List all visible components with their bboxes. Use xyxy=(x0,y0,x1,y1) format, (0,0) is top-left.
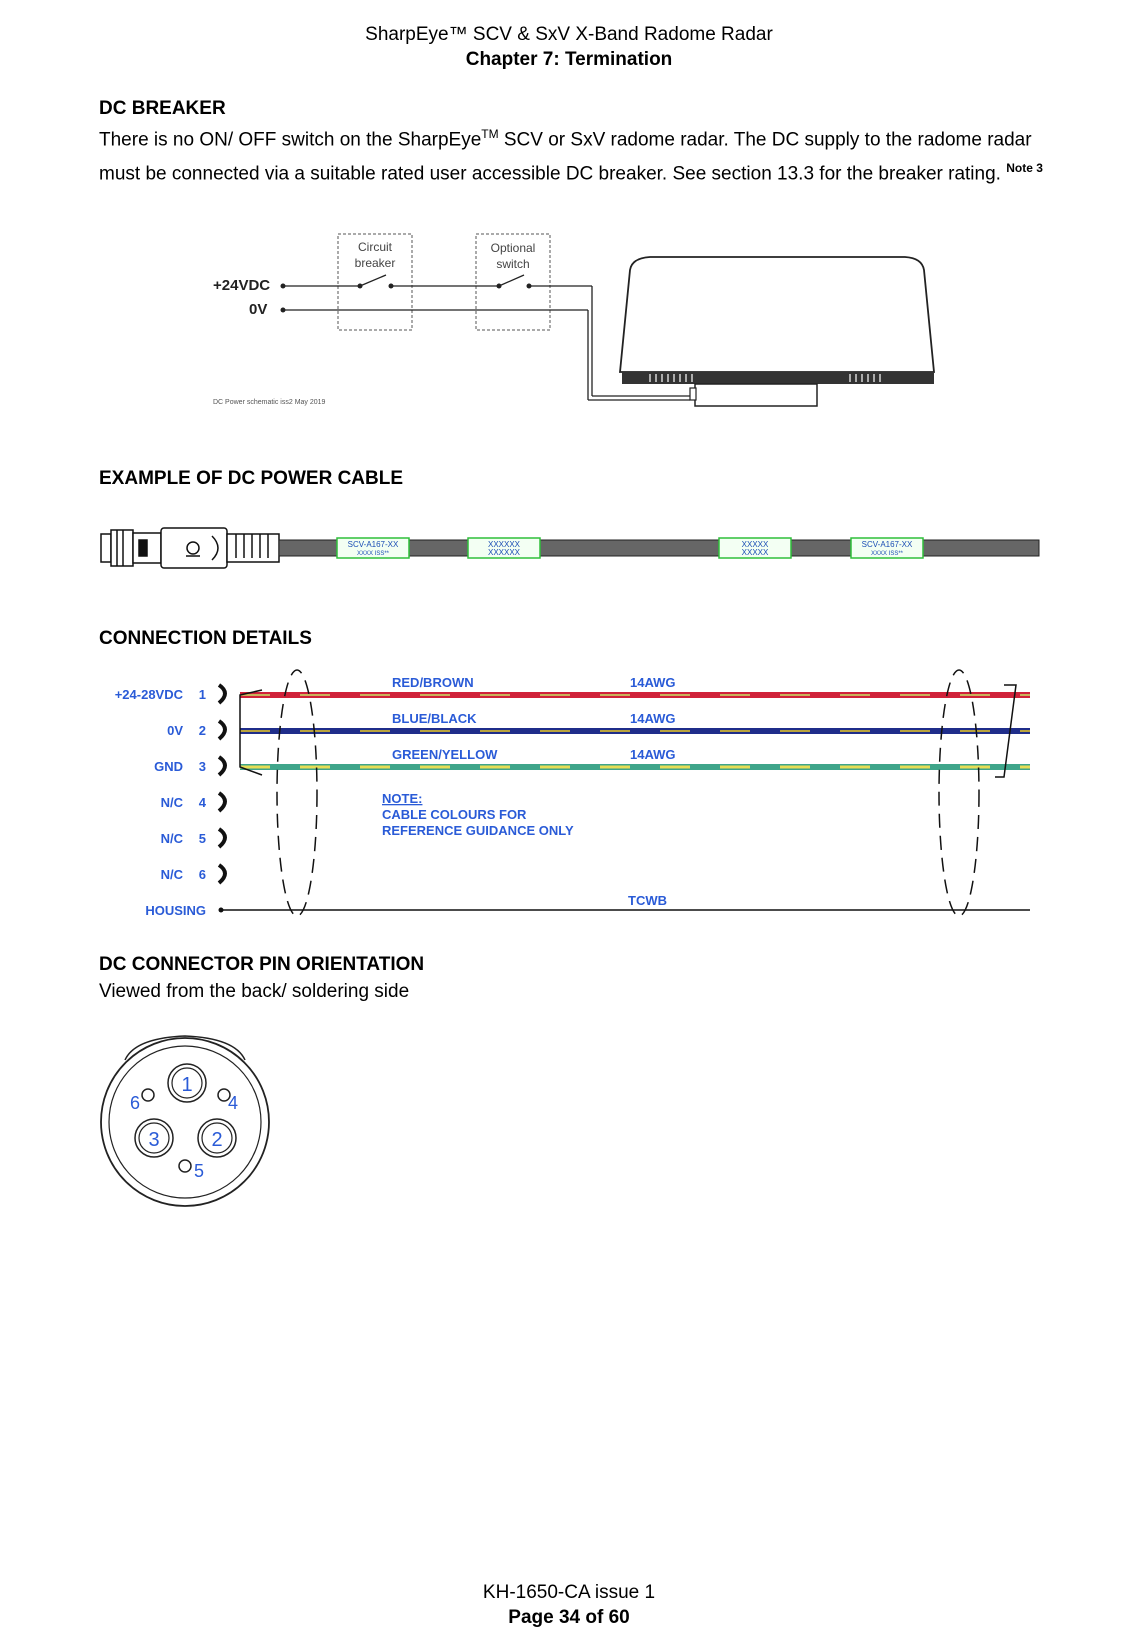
pin-1-number: 1 xyxy=(198,687,206,702)
cable-label-3-line1: XXXXX xyxy=(741,540,769,549)
dc-breaker-heading: DC BREAKER xyxy=(99,98,226,119)
note-title: NOTE: xyxy=(382,791,423,806)
wire-2-gauge: 14AWG xyxy=(630,711,676,726)
connection-diagram xyxy=(0,655,1138,925)
pin-5-label: N/C xyxy=(160,831,183,846)
dc-power-schematic xyxy=(0,0,1138,420)
pin-orientation-subtext: Viewed from the back/ soldering side xyxy=(99,981,410,1002)
pin-sockets xyxy=(219,685,225,883)
optional-switch-label-2: switch xyxy=(496,257,530,271)
wire-1-gauge: 14AWG xyxy=(630,675,676,690)
cable-label-3-line2: XXXXX xyxy=(741,548,769,557)
label-24vdc: +24VDC xyxy=(213,277,271,294)
cable-label-1-line1: SCV-A167-XX xyxy=(347,540,399,549)
page-footer xyxy=(0,1580,1138,1630)
pin-6-number: 6 xyxy=(198,867,206,882)
pin-4-marker: 4 xyxy=(227,1093,239,1113)
cable-label-4-line2: XXXX ISS** xyxy=(870,551,904,557)
page-number: Page 34 of 60 xyxy=(508,1607,630,1628)
circuit-breaker-label-1: Circuit xyxy=(357,240,393,254)
power-cable-heading: EXAMPLE OF DC POWER CABLE xyxy=(99,468,404,489)
shield-ellipse-left xyxy=(277,670,317,916)
schematic-caption: DC Power schematic iss2 May 2019 xyxy=(213,399,326,406)
cable-connector xyxy=(101,528,279,568)
pin-4-number: 4 xyxy=(198,795,206,810)
pin-3-number: 3 xyxy=(198,759,206,774)
power-cable-drawing xyxy=(0,520,1138,580)
pin-orientation-heading: DC CONNECTOR PIN ORIENTATION xyxy=(99,954,425,975)
document-number: KH-1650-CA issue 1 xyxy=(482,1582,656,1603)
pin-1-label: +24-28VDC xyxy=(114,687,183,702)
label-0v: 0V xyxy=(249,301,268,318)
dc-breaker-text-b: SCV or SxV radome radar. The DC supply to the radome radar must be connected via a suitable rated user accessible DC breaker. See section 13.3 for the breaker rating. xyxy=(99,129,1032,185)
pin-6-label: N/C xyxy=(160,867,183,882)
connection-details-heading: CONNECTION DETAILS xyxy=(99,628,312,649)
pin-3-marker: 3 xyxy=(148,1129,160,1151)
optional-switch-label-1: Optional xyxy=(490,241,536,255)
wire-3-name: GREEN/YELLOW xyxy=(392,747,498,762)
shield-ellipse-right xyxy=(939,670,979,916)
pin-1-marker: 1 xyxy=(181,1074,193,1096)
wire-2-name: BLUE/BLACK xyxy=(392,711,477,726)
cable-label-4-line1: SCV-A167-XX xyxy=(861,540,913,549)
housing-label: HOUSING xyxy=(145,903,206,918)
cable-label-2-line1: XXXXXX xyxy=(487,540,521,549)
circuit-breaker-label-2: breaker xyxy=(354,256,396,270)
pin-2-label: 0V xyxy=(167,723,183,738)
cable-label-1-line2: XXXX ISS** xyxy=(356,551,390,557)
wire-1-name: RED/BROWN xyxy=(392,675,474,690)
cable-label-2-line2: XXXXXX xyxy=(487,548,521,557)
note-line-2: REFERENCE GUIDANCE ONLY xyxy=(382,823,574,838)
tcwb-label: TCWB xyxy=(628,893,667,908)
note-reference: Note 3 xyxy=(1006,161,1043,176)
document-title: SharpEye™ SCV & SxV X-Band Radome Radar xyxy=(365,24,773,45)
trademark-sup: TM xyxy=(481,127,499,141)
pin-3-label: GND xyxy=(154,759,183,774)
note-line-1: CABLE COLOURS FOR xyxy=(382,807,527,822)
pin-5-marker: 5 xyxy=(193,1161,205,1181)
chapter-title: Chapter 7: Termination xyxy=(465,49,673,70)
dc-breaker-text-a: There is no ON/ OFF switch on the SharpEye xyxy=(99,129,482,151)
pin-4-label: N/C xyxy=(160,795,183,810)
connector-pin-diagram xyxy=(95,1030,275,1210)
pin-labels xyxy=(115,687,207,918)
pin-5-number: 5 xyxy=(198,831,206,846)
wire-3-gauge: 14AWG xyxy=(630,747,676,762)
pin-6-marker: 6 xyxy=(129,1093,141,1113)
pin-2-marker: 2 xyxy=(211,1129,223,1151)
radome-radar-drawing xyxy=(620,257,934,406)
pin-2-number: 2 xyxy=(198,723,206,738)
